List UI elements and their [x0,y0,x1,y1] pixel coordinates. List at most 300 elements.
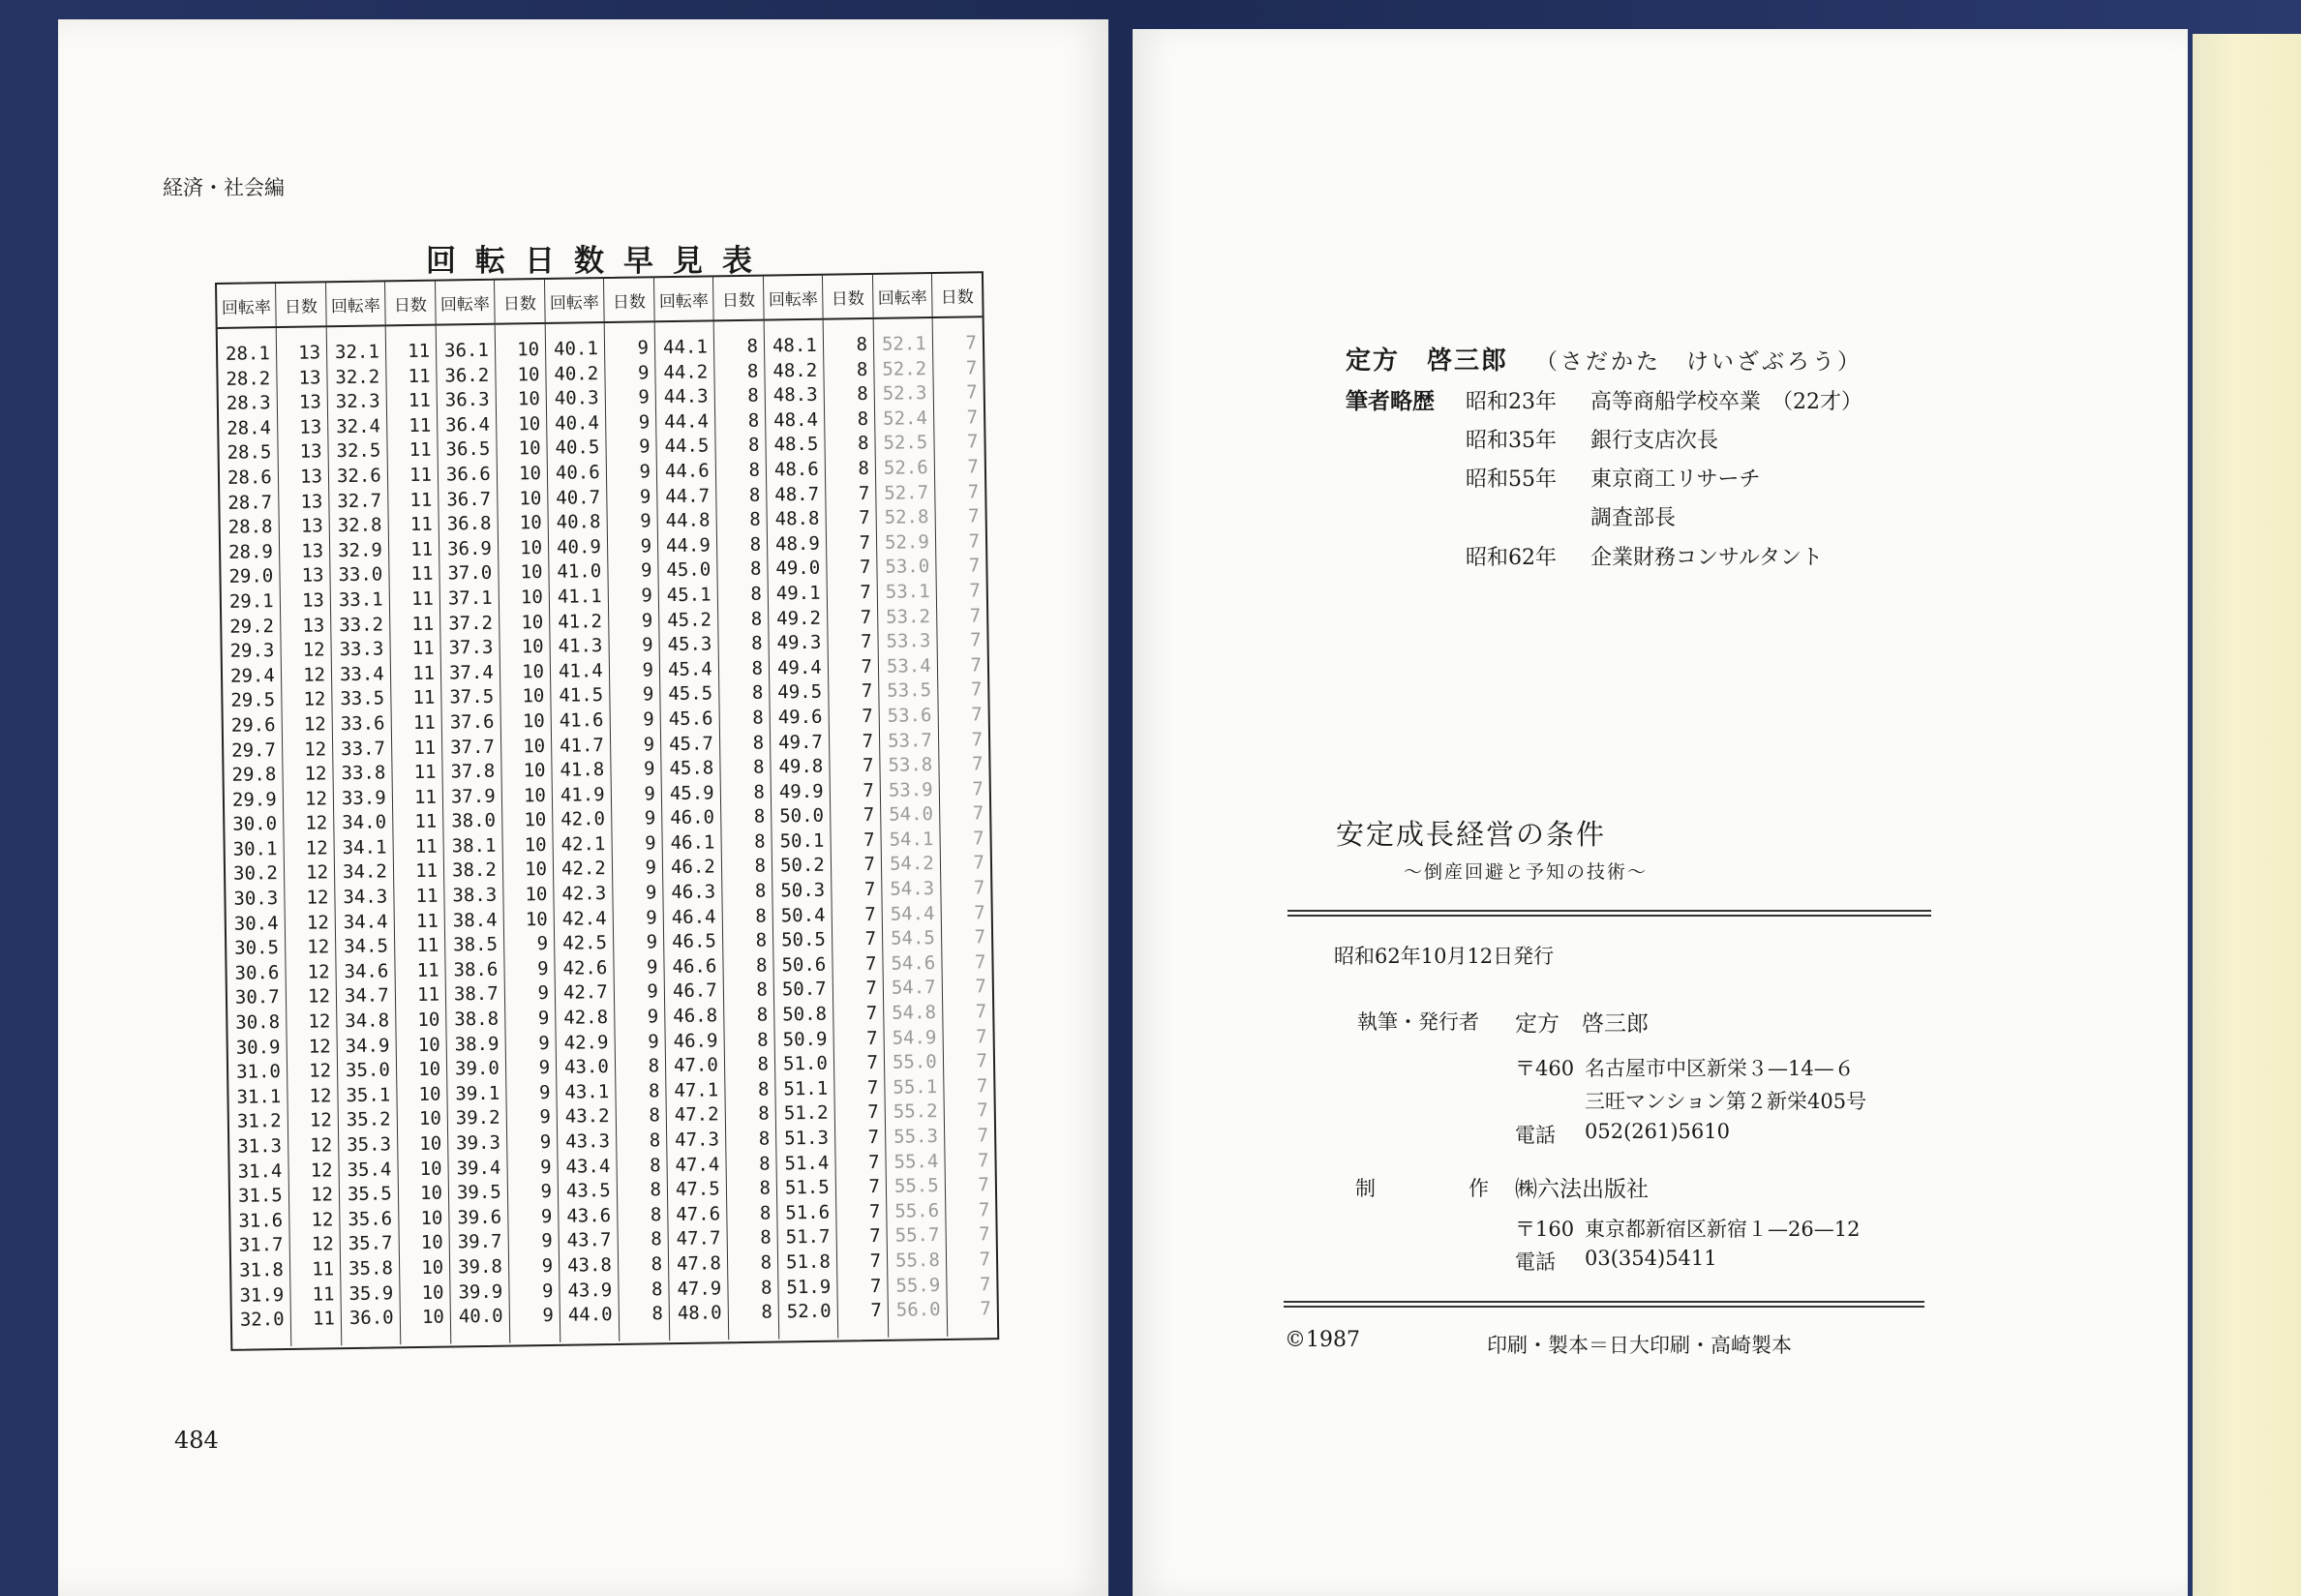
turnover-rate-cell: 35.4 [347,1158,392,1181]
turnover-rate-cell: 32.5 [336,439,381,463]
days-cell: 7 [866,1052,879,1074]
turnover-rate-cell: 53.5 [887,679,932,703]
turnover-rate-cell: 35.0 [345,1059,391,1082]
turnover-rate-cell: 29.0 [228,565,274,588]
days-cell: 8 [648,1055,660,1077]
table-header-cell: 回転率 [764,276,824,319]
turnover-rate-cell: 31.5 [237,1185,283,1207]
days-cell: 8 [749,508,761,530]
production-label-1: 制 [1355,1177,1376,1200]
turnover-rate-cell: 52.3 [882,382,927,405]
turnover-rate-cell: 47.4 [675,1153,720,1176]
turnover-rate-cell: 35.5 [347,1183,392,1206]
days-cell: 10 [419,1132,442,1155]
turnover-rate-cell: 52.1 [881,333,926,355]
days-cell: 7 [867,1151,880,1173]
days-cell: 9 [641,585,653,607]
days-cell: 10 [417,1034,440,1056]
turnover-rate-cell: 49.2 [776,607,822,629]
days-cell: 7 [862,705,873,728]
days-cell: 9 [637,337,650,359]
turnover-rate-cell: 49.9 [778,780,824,803]
turnover-rate-cell: 51.6 [785,1201,831,1224]
turnover-rate-cell: 31.7 [238,1234,284,1257]
days-cell: 7 [862,730,874,752]
days-cell: 11 [413,761,437,784]
turnover-rate-cell: 33.3 [339,638,384,661]
days-cell: 7 [974,951,986,974]
days-cell: 12 [309,1085,332,1107]
days-cell: 10 [520,586,544,609]
turnover-rate-cell: 31.9 [239,1283,285,1307]
bio-year: 昭和23年 [1466,390,1557,414]
days-cell: 8 [651,1228,662,1250]
turnover-rate-cell: 44.2 [663,361,709,383]
turnover-rate-cell: 37.1 [447,587,493,610]
days-cell: 11 [410,538,434,560]
turnover-rate-cell: 48.1 [772,334,817,357]
production-company: ㈱六法出版社 [1515,1177,1649,1202]
days-cell: 10 [519,487,542,509]
days-cell: 11 [409,513,433,536]
days-cell: 11 [414,835,438,858]
turnover-rate-cell: 43.9 [567,1279,613,1302]
days-cell: 10 [421,1281,444,1304]
days-cell: 10 [521,660,545,683]
days-cell: 9 [536,933,549,955]
turnover-rate-cell: 34.6 [344,960,389,982]
turnover-rate-cell: 36.8 [446,512,492,535]
turnover-rate-cell: 41.0 [557,560,602,584]
days-cell: 9 [641,634,653,656]
turnover-rate-cell: 54.7 [891,977,936,1000]
turnover-rate-cell: 39.8 [457,1255,503,1279]
turnover-rate-cell: 41.8 [560,759,605,781]
turnover-rate-cell: 48.0 [677,1302,722,1325]
days-cell: 8 [760,1277,772,1299]
days-cell: 8 [761,1301,773,1323]
turnover-rate-cell: 47.9 [677,1277,722,1300]
turnover-rate-cell: 36.1 [443,339,489,362]
turnover-rate-cell: 46.7 [672,979,717,1003]
turnover-rate-cell: 54.1 [889,828,934,851]
days-cell: 7 [860,606,872,628]
turnover-rate-cell: 42.4 [561,907,607,930]
turnover-rate-cell: 30.6 [234,961,280,984]
days-cell: 10 [520,536,543,559]
days-cell: 10 [519,512,542,534]
days-cell: 7 [860,581,871,604]
table-header-cell: 日数 [823,275,874,318]
turnover-rate-cell: 33.6 [340,712,385,736]
turnover-rate-cell: 28.8 [227,516,273,538]
days-cell: 7 [975,1001,987,1023]
days-cell: 12 [307,936,330,958]
turnover-rate-cell: 54.9 [892,1026,937,1049]
days-cell: 10 [517,388,540,410]
turnover-rate-cell: 54.3 [890,878,935,900]
days-cell: 9 [643,733,655,755]
days-cell: 8 [856,358,868,380]
days-cell: 8 [747,384,759,407]
turnover-rate-cell: 32.1 [334,341,380,364]
turnover-rate-cell: 40.6 [555,462,600,484]
turnover-rate-cell: 40.2 [554,362,599,385]
days-cell: 11 [409,414,432,437]
turnover-rate-cell: 42.0 [560,808,606,831]
turnover-rate-cell: 29.7 [231,738,277,762]
production-phone-label: 電話 [1515,1250,1556,1274]
days-cell: 13 [302,614,325,637]
days-cell: 11 [409,489,433,511]
turnover-rate-cell: 54.8 [892,1002,937,1024]
turnover-rate-cell: 39.1 [455,1082,500,1105]
turnover-rate-cell: 50.3 [780,879,826,902]
days-cell: 9 [638,386,650,408]
turnover-rate-cell: 54.4 [890,902,935,925]
turnover-rate-cell: 42.3 [561,883,607,905]
days-cell: 10 [517,339,540,361]
days-cell: 8 [751,681,764,705]
days-cell: 8 [753,805,766,828]
turnover-rate-cell: 47.2 [674,1103,719,1127]
days-cell: 11 [409,439,432,462]
turnover-rate-cell: 56.0 [895,1299,941,1321]
turnover-rate-cell: 55.8 [894,1249,940,1272]
turnover-rate-cell: 30.5 [234,937,280,960]
turnover-rate-cell: 44.1 [662,336,708,359]
turnover-rate-cell: 41.6 [559,709,604,732]
days-cell: 12 [311,1233,334,1256]
turnover-rate-cell: 46.3 [671,881,716,904]
turnover-rate-cell: 38.1 [451,834,497,858]
days-cell: 13 [301,564,324,587]
days-cell: 9 [539,1156,552,1178]
days-cell: 7 [863,828,875,851]
days-cell: 13 [300,515,323,537]
turnover-rate-cell: 38.8 [454,1008,500,1031]
days-cell: 9 [638,411,651,434]
days-cell: 7 [965,356,978,379]
turnover-rate-cell: 54.2 [889,853,934,876]
bio-event: 東京商工リサーチ [1590,467,1761,492]
turnover-rate-cell: 40.4 [555,411,600,435]
days-cell: 8 [648,1080,660,1102]
turnover-rate-cell: 28.6 [227,467,272,489]
turnover-rate-cell: 35.1 [346,1084,391,1106]
turnover-rate-cell: 37.4 [448,661,494,684]
turnover-rate-cell: 33.0 [338,563,383,587]
turnover-rate-cell: 36.4 [445,413,491,437]
days-cell: 8 [759,1202,772,1224]
turnover-rate-cell: 46.1 [670,831,715,854]
days-cell: 9 [647,980,659,1003]
production-phone: 03(354)5411 [1585,1247,1717,1270]
page-edges [2193,34,2301,1596]
days-cell: 9 [536,957,549,979]
turnover-rate-cell: 35.8 [348,1257,394,1280]
days-cell: 7 [977,1099,988,1122]
days-cell: 11 [416,984,440,1007]
days-cell: 13 [298,366,321,389]
days-cell: 9 [642,659,654,681]
days-cell: 9 [538,1057,551,1079]
turnover-rate-cell: 28.1 [225,343,271,365]
days-cell: 7 [863,879,876,901]
days-cell: 11 [411,662,436,684]
days-cell: 7 [970,654,983,677]
turnover-rate-cell: 42.9 [563,1031,609,1054]
days-cell: 9 [645,882,657,904]
turnover-rate-cell: 43.6 [566,1204,612,1227]
turnover-rate-cell: 31.8 [238,1259,285,1281]
table-header-cell: 日数 [385,282,437,325]
turnover-rate-cell: 33.1 [338,588,383,612]
turnover-rate-cell: 40.3 [554,387,599,409]
days-cell: 10 [421,1256,444,1279]
days-cell: 12 [305,837,328,859]
turnover-rate-cell: 34.0 [342,811,387,834]
days-cell: 8 [651,1303,664,1325]
days-cell: 10 [518,412,541,436]
days-cell: 8 [754,880,767,902]
turnover-rate-cell: 48.7 [774,483,820,506]
days-cell: 10 [523,760,546,782]
days-cell: 8 [858,457,870,480]
turnover-rate-cell: 40.0 [458,1305,503,1328]
turnover-rate-cell: 30.2 [232,862,278,886]
days-cell: 7 [974,926,986,949]
days-cell: 11 [413,737,437,759]
days-cell: 7 [972,828,984,850]
days-cell: 8 [758,1153,771,1175]
days-cell: 11 [408,365,431,387]
turnover-rate-cell: 43.5 [565,1180,611,1202]
days-cell: 7 [863,779,875,801]
days-cell: 7 [866,1027,878,1049]
days-cell: 7 [869,1250,882,1273]
turnover-rate-cell: 46.5 [671,930,717,953]
days-cell: 10 [418,1108,442,1130]
turnover-rate-cell: 41.9 [560,783,605,806]
days-cell: 10 [525,884,548,906]
days-cell: 7 [967,456,980,478]
days-cell: 7 [976,1075,988,1098]
days-cell: 7 [968,530,981,553]
turnover-rate-cell: 36.5 [445,438,491,461]
turnover-rate-cell: 38.3 [452,884,498,907]
colophon-bottom-rule [1284,1301,1924,1308]
days-cell: 7 [860,631,872,653]
turnover-rate-cell: 54.6 [891,951,936,975]
days-cell: 7 [977,1125,989,1147]
turnover-rate-cell: 48.3 [772,383,818,407]
days-cell: 7 [969,580,981,602]
days-cell: 9 [539,1106,551,1129]
bio-label: 筆者略歴 [1346,388,1435,414]
turnover-rate-cell: 46.6 [672,955,717,978]
turnover-rate-cell: 53.0 [885,556,930,579]
days-cell: 8 [760,1251,772,1274]
days-cell: 10 [420,1231,443,1254]
days-cell: 11 [414,860,439,883]
days-cell: 12 [304,763,327,785]
table-header-cell: 回転率 [436,281,496,324]
turnover-rate-cell: 37.9 [450,785,496,808]
turnover-rate-cell: 35.2 [346,1108,391,1131]
turnover-rate-cell: 49.1 [775,582,821,605]
turnover-rate-cell: 39.4 [456,1157,501,1179]
table-header-cell: 回転率 [654,277,714,320]
turnover-rate-cell: 53.7 [887,729,933,752]
days-cell: 7 [861,655,873,678]
book-title: 安定成長経営の条件 [1336,818,1607,851]
days-cell: 12 [311,1209,334,1231]
turnover-rate-cell: 30.0 [232,813,278,836]
days-cell: 7 [968,555,981,577]
turnover-rate-cell: 55.0 [892,1051,937,1073]
turnover-rate-cell: 32.2 [335,366,380,388]
days-cell: 10 [524,858,548,881]
turnover-rate-cell: 55.7 [894,1224,940,1248]
turnover-rate-cell: 28.5 [227,441,272,465]
days-cell: 8 [760,1226,772,1250]
turnover-rate-cell: 30.1 [232,837,278,860]
turnover-rate-cell: 47.8 [676,1252,722,1276]
turnover-rate-cell: 46.2 [670,856,715,879]
turnover-rate-cell: 29.6 [230,714,276,737]
turnover-rate-cell: 44.5 [664,435,710,458]
days-cell: 12 [309,1109,333,1132]
turnover-rate-cell: 40.1 [553,338,598,360]
days-cell: 9 [537,982,550,1005]
days-cell: 7 [863,804,875,827]
turnover-rate-cell: 50.0 [779,805,825,828]
days-cell: 13 [301,540,324,562]
days-cell: 11 [413,786,438,808]
days-cell: 7 [974,901,985,924]
turnover-rate-cell: 33.9 [341,787,386,809]
days-cell: 8 [649,1154,661,1177]
turnover-rate-cell: 31.6 [238,1209,284,1232]
turnover-rate-cell: 37.0 [447,562,493,585]
days-cell: 11 [411,613,435,635]
days-cell: 12 [302,639,325,661]
turnover-rate-cell: 35.7 [348,1232,393,1255]
turnover-rate-cell: 43.1 [564,1080,610,1103]
days-cell: 12 [307,985,331,1009]
days-cell: 7 [859,557,871,579]
turnover-rate-cell: 40.9 [556,535,602,558]
days-cell: 8 [748,484,761,506]
table-header-cell: 日数 [940,286,974,308]
turnover-rate-cell: 30.7 [234,986,280,1009]
days-cell: 10 [419,1182,443,1205]
days-cell: 7 [859,507,870,529]
days-cell: 8 [752,732,765,754]
days-cell: 7 [973,877,985,899]
days-cell: 11 [408,389,431,412]
turnover-rate-cell: 44.0 [567,1304,613,1326]
days-cell: 7 [867,1126,880,1149]
turnover-rate-cell: 37.8 [450,760,496,783]
days-cell: 7 [868,1200,881,1222]
days-cell: 7 [971,753,984,775]
days-cell: 10 [520,561,543,584]
days-cell: 12 [305,812,328,834]
turnover-rate-cell: 46.9 [673,1030,718,1052]
table-header-cell: 回転率 [217,284,277,327]
production-label-2: 作 [1468,1177,1489,1200]
days-cell: 12 [306,861,329,885]
days-cell: 7 [979,1249,991,1271]
days-cell: 9 [541,1230,553,1252]
days-cell: 9 [641,609,653,632]
days-cell: 8 [650,1204,662,1226]
bio-year: 昭和35年 [1466,429,1557,453]
turnover-rate-cell: 48.2 [772,359,818,382]
turnover-rate-cell: 33.2 [339,613,384,636]
turnover-rate-cell: 41.5 [559,684,604,708]
days-cell: 11 [416,959,439,981]
days-cell: 11 [410,587,435,610]
turnover-rate-cell: 51.5 [784,1176,830,1199]
turnover-rate-cell: 32.3 [335,390,380,413]
days-cell: 7 [976,1050,988,1072]
turnover-rate-cell: 32.8 [337,514,382,537]
turnover-rate-cell: 42.7 [562,981,608,1005]
days-cell: 8 [752,756,765,778]
days-cell: 7 [870,1300,882,1322]
turnover-rate-cell: 39.3 [456,1131,501,1155]
turnover-rate-cell: 44.3 [663,385,709,408]
page-number: 484 [174,1427,219,1454]
days-cell: 7 [966,407,979,429]
days-cell: 12 [306,911,329,934]
turnover-rate-cell: 49.3 [776,631,822,654]
turnover-rate-cell: 37.3 [448,636,494,659]
days-cell: 7 [972,777,984,800]
turnover-rate-cell: 45.9 [669,782,714,804]
turnover-rate-cell: 39.0 [454,1057,500,1080]
days-cell: 8 [856,334,868,356]
turnover-rate-cell: 33.7 [340,737,386,760]
table-header-cell: 日数 [604,278,655,321]
turnover-rate-cell: 32.7 [337,490,382,512]
turnover-rate-cell: 45.8 [669,757,714,780]
days-cell: 8 [756,1004,769,1026]
days-cell: 8 [758,1103,770,1126]
days-cell: 8 [747,409,760,432]
days-cell: 12 [310,1184,334,1206]
days-cell: 9 [541,1254,554,1278]
turnover-rate-cell: 34.7 [344,984,389,1008]
turnover-rate-cell: 55.4 [893,1150,939,1173]
days-cell: 9 [645,832,656,855]
days-cell: 11 [409,464,433,487]
days-cell: 7 [980,1298,991,1320]
turnover-rate-cell: 38.5 [453,933,499,956]
days-cell: 11 [412,686,436,709]
publisher-address-line2: 三旺マンション第２新栄405号 [1585,1090,1867,1113]
days-cell: 10 [522,685,545,708]
turnover-rate-cell: 30.8 [235,1011,281,1034]
turnover-rate-cell: 46.8 [673,1005,718,1028]
turnover-rate-cell: 31.2 [236,1110,282,1133]
days-cell: 10 [518,437,541,460]
turnover-rate-cell: 28.2 [226,367,271,390]
turnover-rate-cell: 53.4 [886,654,931,678]
